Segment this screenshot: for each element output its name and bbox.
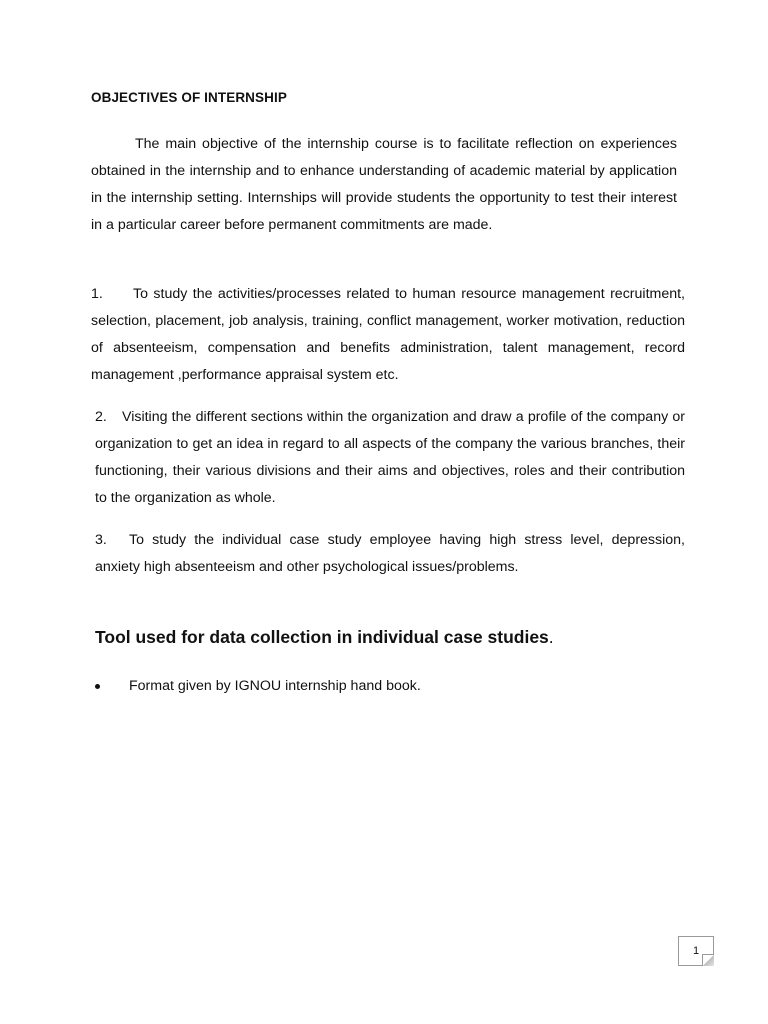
- tool-heading-text: Tool used for data collection in individual case studies: [95, 627, 549, 647]
- page-number: 1: [692, 945, 700, 957]
- objective-item-2: [95, 404, 685, 512]
- objective-text-3: To study the individual case study employee having high stress level, depression, anxiety high absenteeism and other psychological issues/problems.: [95, 532, 685, 575]
- objective-text-1: To study the activities/processes related to human resource management recruitment, selection, placement, job analysis, training, conflict management, worker motivation, reduction of absenteeism, compensation and benefits administration, talent management, record management ,performance appraisal system etc.: [91, 286, 685, 383]
- intro-paragraph: [91, 131, 677, 239]
- objective-number-3: 3.: [95, 532, 107, 548]
- bullet-text: Format given by IGNOU internship hand book.: [129, 678, 421, 694]
- bullet-icon: [95, 684, 100, 689]
- section-heading: OBJECTIVES OF INTERNSHIP: [91, 90, 287, 105]
- tool-heading: [95, 627, 554, 648]
- objective-item-1: [91, 281, 685, 389]
- page-curl-icon: [702, 954, 714, 966]
- intro-text: The main objective of the internship course is to facilitate reflection on experiences obtained in the internship and to enhance understanding of academic material by application in the internship setting. Internships will provide students the opportunity to test their interest in a particular career before permanent commitments are made.: [91, 136, 677, 233]
- objective-item-3: [95, 527, 685, 581]
- tool-heading-period: .: [548, 627, 554, 647]
- objective-text-2: Visiting the different sections within the organization and draw a profile of the company or organization to get an idea in regard to all aspects of the company the various branches, their functioning, their various divisions and their aims and objectives, roles and their contribution to the organization as whole.: [95, 409, 685, 506]
- objective-number-1: 1.: [91, 286, 103, 302]
- objective-number-2: 2.: [95, 409, 107, 425]
- page-number-badge: [678, 936, 714, 966]
